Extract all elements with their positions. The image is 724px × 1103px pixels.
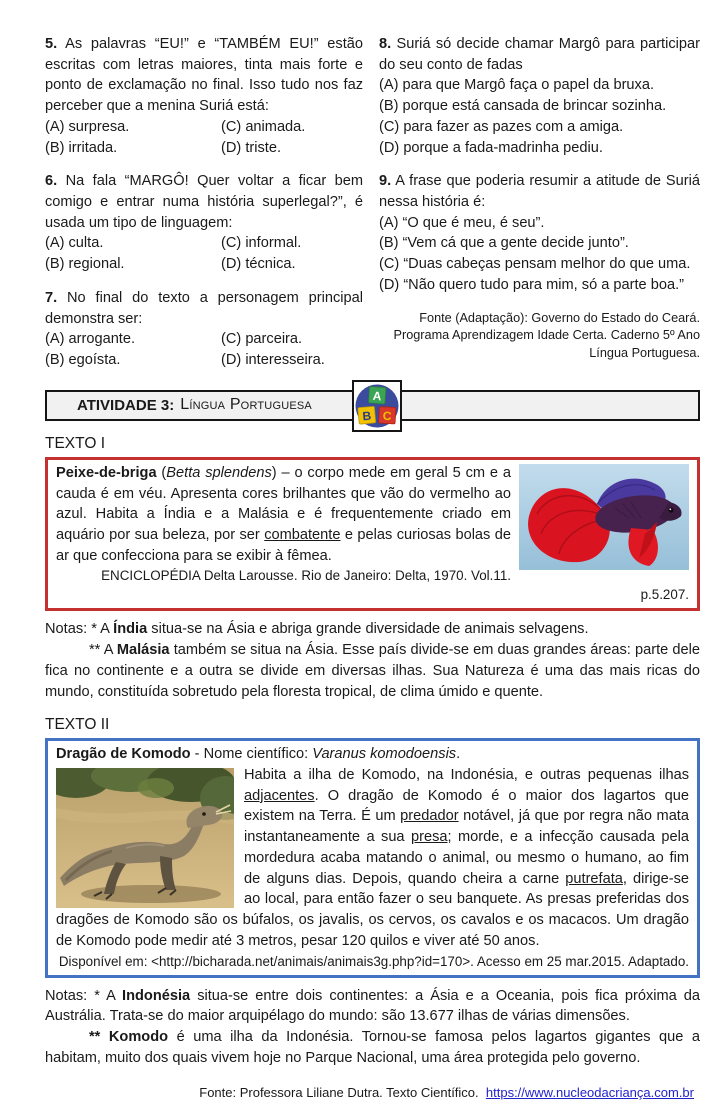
question-number: 7. xyxy=(45,289,58,306)
note-text: situa-se na Ásia e abriga grande diversidade de animais selvagens. xyxy=(147,621,589,638)
question-number: 6. xyxy=(45,173,58,190)
texto2-box xyxy=(45,738,700,977)
questions-left-column xyxy=(45,34,363,384)
question-8 xyxy=(379,34,700,158)
option-d: (D) “Não quero tudo para mim, só a parte boa.” xyxy=(379,276,684,293)
question-8-stem xyxy=(379,34,700,75)
texto1-title: Peixe-de-briga xyxy=(56,464,157,481)
texto2-underlined-word: adjacentes xyxy=(244,787,315,804)
note-bold-term: Indonésia xyxy=(122,987,191,1004)
option-b: (B) irritada. xyxy=(45,139,118,156)
question-7 xyxy=(45,288,363,371)
question-number: 5. xyxy=(45,36,58,52)
texto2-underlined-word: putrefata xyxy=(565,870,623,887)
texto2-text: - Nome científico: xyxy=(190,746,313,763)
question-9-stem xyxy=(379,171,700,212)
texto1-scientific-name: Betta splendens xyxy=(166,464,272,481)
option-a: (A) para que Margô faça o papel da bruxa. xyxy=(379,77,655,94)
texto2-title: Dragão de Komodo xyxy=(56,746,191,763)
question-7-stem xyxy=(45,288,363,329)
footer-source-link[interactable]: https://www.nucleodacriança.com.br xyxy=(485,1085,694,1101)
footer-source xyxy=(45,1084,694,1102)
question-6 xyxy=(45,171,363,275)
note-bold-term: Malásia xyxy=(116,642,170,659)
note-text: ** A xyxy=(89,642,117,659)
option-b: (B) porque está cansada de brincar sozinha. xyxy=(379,98,667,115)
footer-source-text: Fonte: Professora Liliane Dutra. Texto Científico. xyxy=(199,1085,479,1101)
texto2-citation: Disponível em: <http://bicharada.net/animais/animais3g.php?id=170>. Acesso em 25 mar.2015. Adaptado. xyxy=(58,953,689,969)
option-d: (D) técnica. xyxy=(221,256,296,273)
option-b: (B) regional. xyxy=(45,256,125,273)
texto1-text: ) – o corpo mede em geral 5 cm e a cauda é em véu. Apresenta cores brilhantes que vão do vermelho ao azul. Habita a Índia e a Malásia e é frequentemente criado em aquário por sua beleza, por ser xyxy=(56,464,511,543)
texto1-notes xyxy=(45,619,700,702)
option-d: (D) interesseira. xyxy=(221,352,325,369)
question-5-stem xyxy=(45,34,363,117)
question-number: 9. xyxy=(379,173,392,190)
option-a: (A) culta. xyxy=(45,235,104,252)
option-a: (A) arrogante. xyxy=(45,331,136,348)
option-c: (C) parceira. xyxy=(221,331,303,348)
option-d: (D) triste. xyxy=(221,139,281,156)
texto2-underlined-word: presa xyxy=(411,829,448,846)
question-text: A frase que poderia resumir a atitude de Suriá nessa história é: xyxy=(379,173,700,211)
question-text: Na fala “MARGÔ! Quer voltar a ficar bem comigo e entrar numa história superlegal?”, é usada um tipo de linguagem: xyxy=(45,173,363,231)
texto2-text: notável, já que por regra não mata instantaneamente a sua xyxy=(244,808,689,846)
texto2-title-line xyxy=(56,744,689,765)
option-b: (B) egoísta. xyxy=(45,352,121,369)
svg-text:A: A xyxy=(372,388,382,404)
texto1-citation: ENCICLOPÉDIA Delta Larousse. Rio de Janeiro: Delta, 1970. Vol.11. p.5.207. xyxy=(101,568,689,603)
question-text: No final do texto a personagem principal demonstra ser: xyxy=(45,289,363,327)
option-a: (A) surpresa. xyxy=(45,118,130,135)
svg-text:B: B xyxy=(361,408,372,424)
question-9 xyxy=(379,171,700,295)
questions-right-column xyxy=(379,34,700,384)
texto1-underlined-word: combatente xyxy=(264,526,341,543)
note-bold-term: Índia xyxy=(113,621,148,638)
komodo-dragon-image xyxy=(56,768,234,908)
texto1-text: e pelas curiosas bolas de ar que confecciona para se exibir à fêmea. xyxy=(56,526,511,564)
note-text: é uma ilha da Indonésia. Tornou-se famosa pelos lagartos gigantes que a habitam, muito dos quais vivem hoje no Parque Nacional, uma área protegida pelo governo. xyxy=(45,1028,700,1066)
option-c: (C) para fazer as pazes com a amiga. xyxy=(379,118,624,135)
option-c: (C) informal. xyxy=(221,235,302,252)
note-indonesia xyxy=(45,986,700,1027)
texto1-box xyxy=(45,457,700,612)
note-text: Notas: * A xyxy=(45,621,114,638)
note-text: situa-se entre dois continentes: a Ásia e a Oceania, pois fica próxima da Austrália. Trata-se do maior arquipélago do mundo: são 13.677 ilhas de várias dimensões. xyxy=(45,987,701,1025)
note-text: ** xyxy=(89,1028,109,1045)
note-bold-term: Komodo xyxy=(108,1028,169,1045)
texto2-text: Habita a ilha de Komodo, na Indonésia, e outras pequenas ilhas xyxy=(244,767,689,784)
abc-blocks-logo-icon xyxy=(352,380,402,432)
activity-header-bar xyxy=(45,388,700,424)
option-c: (C) animada. xyxy=(221,118,306,135)
activity-title-subject: Língua Portuguesa xyxy=(180,395,312,413)
note-komodo xyxy=(45,1027,700,1068)
question-9-options xyxy=(379,213,700,296)
note-text: também se situa na Ásia. Esse país divide-se em duas grandes áreas: parte dele fica no continente e a outra se divide em diversas ilhas. Sua Natureza é uma das mais ricas do mundo, constituída sobretudo pela floresta tropical, de clima úmido e quente. xyxy=(45,642,700,700)
texto2-scientific-name: Varanus komodoensis xyxy=(312,746,457,763)
activity-title-bold: ATIVIDADE 3: xyxy=(77,396,175,414)
note-text: Notas: * A xyxy=(45,987,123,1004)
option-c: (C) “Duas cabeças pensam melhor do que uma. xyxy=(379,256,691,273)
question-text: As palavras “EU!” e “TAMBÉM EU!” estão escritas com letras maiores, tinta mais forte e ponto de exclamação no final. Isso tudo nos faz perceber que a menina Suriá está: xyxy=(45,36,363,115)
note-malasia xyxy=(45,640,700,702)
option-d: (D) porque a fada-madrinha pediu. xyxy=(379,139,603,156)
texto2-notes xyxy=(45,986,700,1069)
svg-text:C: C xyxy=(382,408,392,424)
question-number: 8. xyxy=(379,36,392,52)
texto2-text: ; morde, e a infecção causada pela mordedura acaba matando o animal, ou mesmo o humano, ao fim de alguns dias. Depois, quando cheira a carne xyxy=(244,829,689,887)
texto1-label: TEXTO I xyxy=(45,434,106,452)
question-5 xyxy=(45,34,363,158)
texto2-text: . xyxy=(456,746,461,763)
questions-section xyxy=(45,34,700,384)
texto2-underlined-word: predador xyxy=(400,808,459,825)
texto1-text: ( xyxy=(156,464,167,481)
betta-fish-image xyxy=(519,464,689,570)
question-5-options xyxy=(45,117,363,158)
option-a: (A) “O que é meu, é seu”. xyxy=(379,214,545,231)
questions-source-citation: Fonte (Adaptação): Governo do Estado do Ceará. Programa Aprendizagem Idade Certa. Caderno 5º Ano Língua Portuguesa. xyxy=(393,310,700,360)
question-7-options xyxy=(45,329,363,370)
question-8-options xyxy=(379,75,700,158)
option-b: (B) “Vem cá que a gente decide junto”. xyxy=(379,235,629,252)
texto2-text: . O dragão de Komodo é o maior dos lagartos que existem na Terra. É um xyxy=(244,787,689,825)
texto2-text: , dirige-se ao local, para então fazer o seu banquete. As presas preferidas dos dragões de Komodo são os búfalos, os javalis, os cervos, os cavalos e os macacos. Um dragão de Komodo pode medir até 3 metros, pesar 120 quilos e viver até 50 anos. xyxy=(56,870,689,949)
question-6-options xyxy=(45,233,363,274)
question-6-stem xyxy=(45,171,363,233)
question-text: Suriá só decide chamar Margô para participar do seu conto de fadas xyxy=(379,36,700,73)
texto2-label: TEXTO II xyxy=(45,716,110,734)
note-india xyxy=(45,619,700,640)
